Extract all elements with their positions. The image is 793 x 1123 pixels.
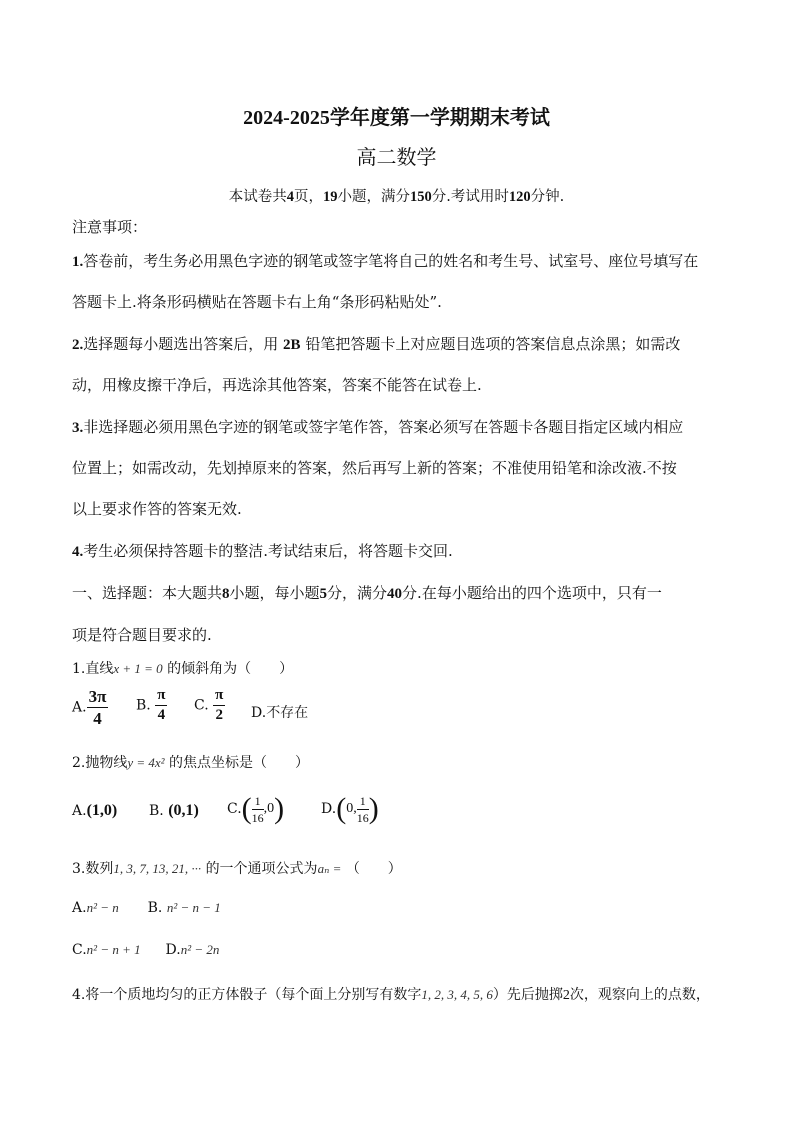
q2-option-c: C.( $\frac{1}{16}$ ,0)	[227, 792, 285, 825]
note-4-line-1: 4.考生必须保持答题卡的整洁.考试结束后，将答题卡交回.	[72, 542, 453, 560]
question-2-options	[72, 792, 402, 836]
exam-intro: 本试卷共4页，19小题，满分150分.考试用时120分钟.	[228, 189, 565, 205]
question-3-stem: 3.数列1, 3, 7, 13, 21, ··· 的一个通项公式为aₙ = （ ）	[72, 861, 402, 877]
note-3-line-1: 3.非选择题必须用黑色字迹的钢笔或签字笔作答，答案必须写在答题卡各题目指定区域内相应	[72, 418, 684, 436]
q1-option-b: B. $\frac{\pi}{4}$	[136, 687, 166, 723]
question-3-options-row-2	[72, 942, 219, 958]
question-1-options	[72, 688, 372, 728]
q1-option-a: A. $\frac{3\pi}{4}$	[72, 687, 107, 728]
section-1-heading: 一、选择题：本大题共8小题，每小题5分，满分40分.在每小题给出的四个选项中，只有一	[72, 584, 662, 602]
q3-option-b: B. n² − n − 1	[147, 900, 221, 916]
q2-option-d: D.(0, $\frac{1}{16}$ )	[321, 792, 379, 825]
exam-subject: 高二数学	[356, 145, 437, 169]
q1-option-d: D.不存在	[251, 705, 309, 721]
q3-option-d: D.n² − 2n	[165, 942, 220, 958]
exam-title: 2024-2025学年度第一学期期末考试	[243, 105, 550, 129]
q3-option-a: A.n² − n	[72, 900, 119, 916]
q2-option-b: B. (0,1)	[149, 802, 199, 819]
note-2-line-1: 2.选择题每小题选出答案后，用 2B 铅笔把答题卡上对应题目选项的答案信息点涂黑；如需改	[72, 335, 681, 353]
question-1-stem: 1.直线x + 1 = 0 的倾斜角为（ ）	[72, 661, 294, 677]
notes-heading: 注意事项：	[72, 218, 148, 236]
note-1-line-2: 答题卡上.将条形码横贴在答题卡右上角“条形码粘贴处”.	[72, 293, 442, 311]
q1-option-c: C. $\frac{\pi}{2}$	[194, 687, 224, 723]
note-3-line-3: 以上要求作答的答案无效.	[72, 500, 242, 518]
note-2-line-2: 动，用橡皮擦干净后，再选涂其他答案，答案不能答在试卷上.	[72, 376, 482, 394]
note-3-line-2: 位置上；如需改动，先划掉原来的答案，然后再写上新的答案；不准使用铅笔和涂改液.不按	[72, 459, 677, 477]
note-1-line-1: 1.答卷前，考生务必用黑色字迹的钢笔或签字笔将自己的姓名和考生号、试室号、座位号填写在	[72, 252, 699, 270]
q3-option-c: C.n² − n + 1	[72, 942, 141, 958]
section-1-heading-cont: 项是符合题目要求的.	[72, 626, 212, 644]
q2-option-a: A.(1,0)	[72, 802, 118, 819]
question-3-options-row-1	[72, 900, 221, 916]
question-4-stem: 4.将一个质地均匀的正方体骰子（每个面上分别写有数字1, 2, 3, 4, 5, 6）先后抛掷2次，观察向上的点数，	[72, 987, 710, 1003]
question-2-stem: 2.抛物线y = 4x² 的焦点坐标是（ ）	[72, 755, 310, 771]
